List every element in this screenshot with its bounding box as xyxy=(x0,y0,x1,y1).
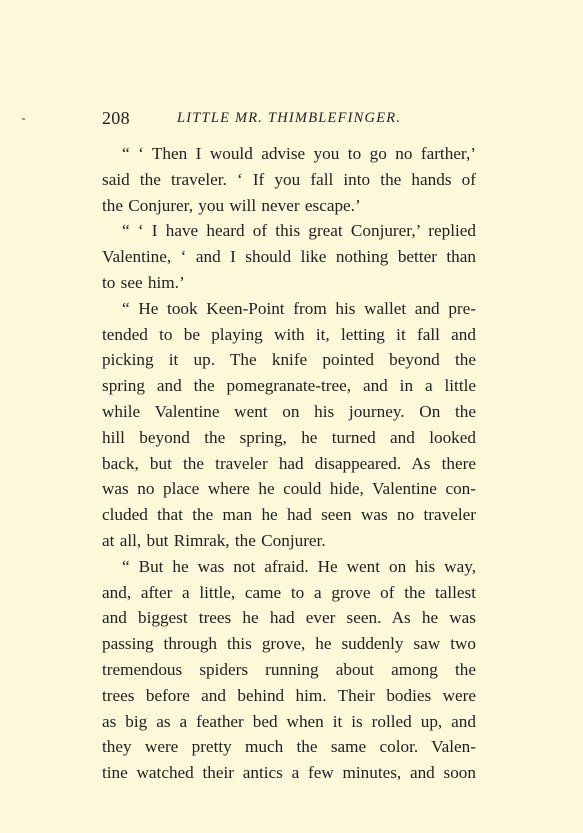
running-title: LITTLE MR. THIMBLEFINGER. xyxy=(177,110,402,126)
text-line: tended to be playing with it, letting it fall and xyxy=(102,324,476,344)
text-line: cluded that the man he had seen was no traveler xyxy=(102,505,476,525)
text-line: Valentine, ‘ and I should like nothing better than xyxy=(102,247,476,267)
text-line: back, but the traveler had disappeared. As there xyxy=(102,453,476,473)
text-line: “ But he was not afraid. He went on his way, xyxy=(122,556,476,576)
text-line: hill beyond the spring, he turned and looked xyxy=(102,427,476,447)
page-header xyxy=(102,108,477,132)
page-number: 208 xyxy=(102,108,130,128)
text-line: was no place where he could hide, Valentine con- xyxy=(102,479,476,499)
text-line: trees before and behind him. Their bodies were xyxy=(102,685,476,705)
body-text xyxy=(102,141,476,786)
text-line: said the traveler. ‘ If you fall into the hands of xyxy=(102,169,476,189)
text-line: picking it up. The knife pointed beyond the xyxy=(102,350,476,370)
text-line: “ ‘ I have heard of this great Conjurer,’ replied xyxy=(122,221,476,241)
text-line: to see him.’ xyxy=(102,272,185,292)
text-line: at all, but Rimrak, the Conjurer. xyxy=(102,530,326,550)
text-line: tine watched their antics a few minutes, and soon xyxy=(102,763,476,783)
text-line: while Valentine went on his journey. On the xyxy=(102,401,476,421)
text-line: passing through this grove, he suddenly saw two xyxy=(102,634,476,654)
text-line: “ He took Keen-Point from his wallet and pre- xyxy=(122,298,476,318)
text-line: and, after a little, came to a grove of the tallest xyxy=(102,582,476,602)
text-line: and biggest trees he had ever seen. As he was xyxy=(102,608,476,628)
text-line: “ ‘ Then I would advise you to go no farther,’ xyxy=(122,144,476,163)
text-line: as big as a feather bed when it is rolled up, and xyxy=(102,711,476,731)
text-line: tremendous spiders running about among the xyxy=(102,659,476,679)
margin-mark xyxy=(22,118,25,120)
text-line: spring and the pomegranate-tree, and in a little xyxy=(102,376,476,396)
text-line: they were pretty much the same color. Valen- xyxy=(102,737,476,757)
text-line: the Conjurer, you will never escape.’ xyxy=(102,195,361,215)
